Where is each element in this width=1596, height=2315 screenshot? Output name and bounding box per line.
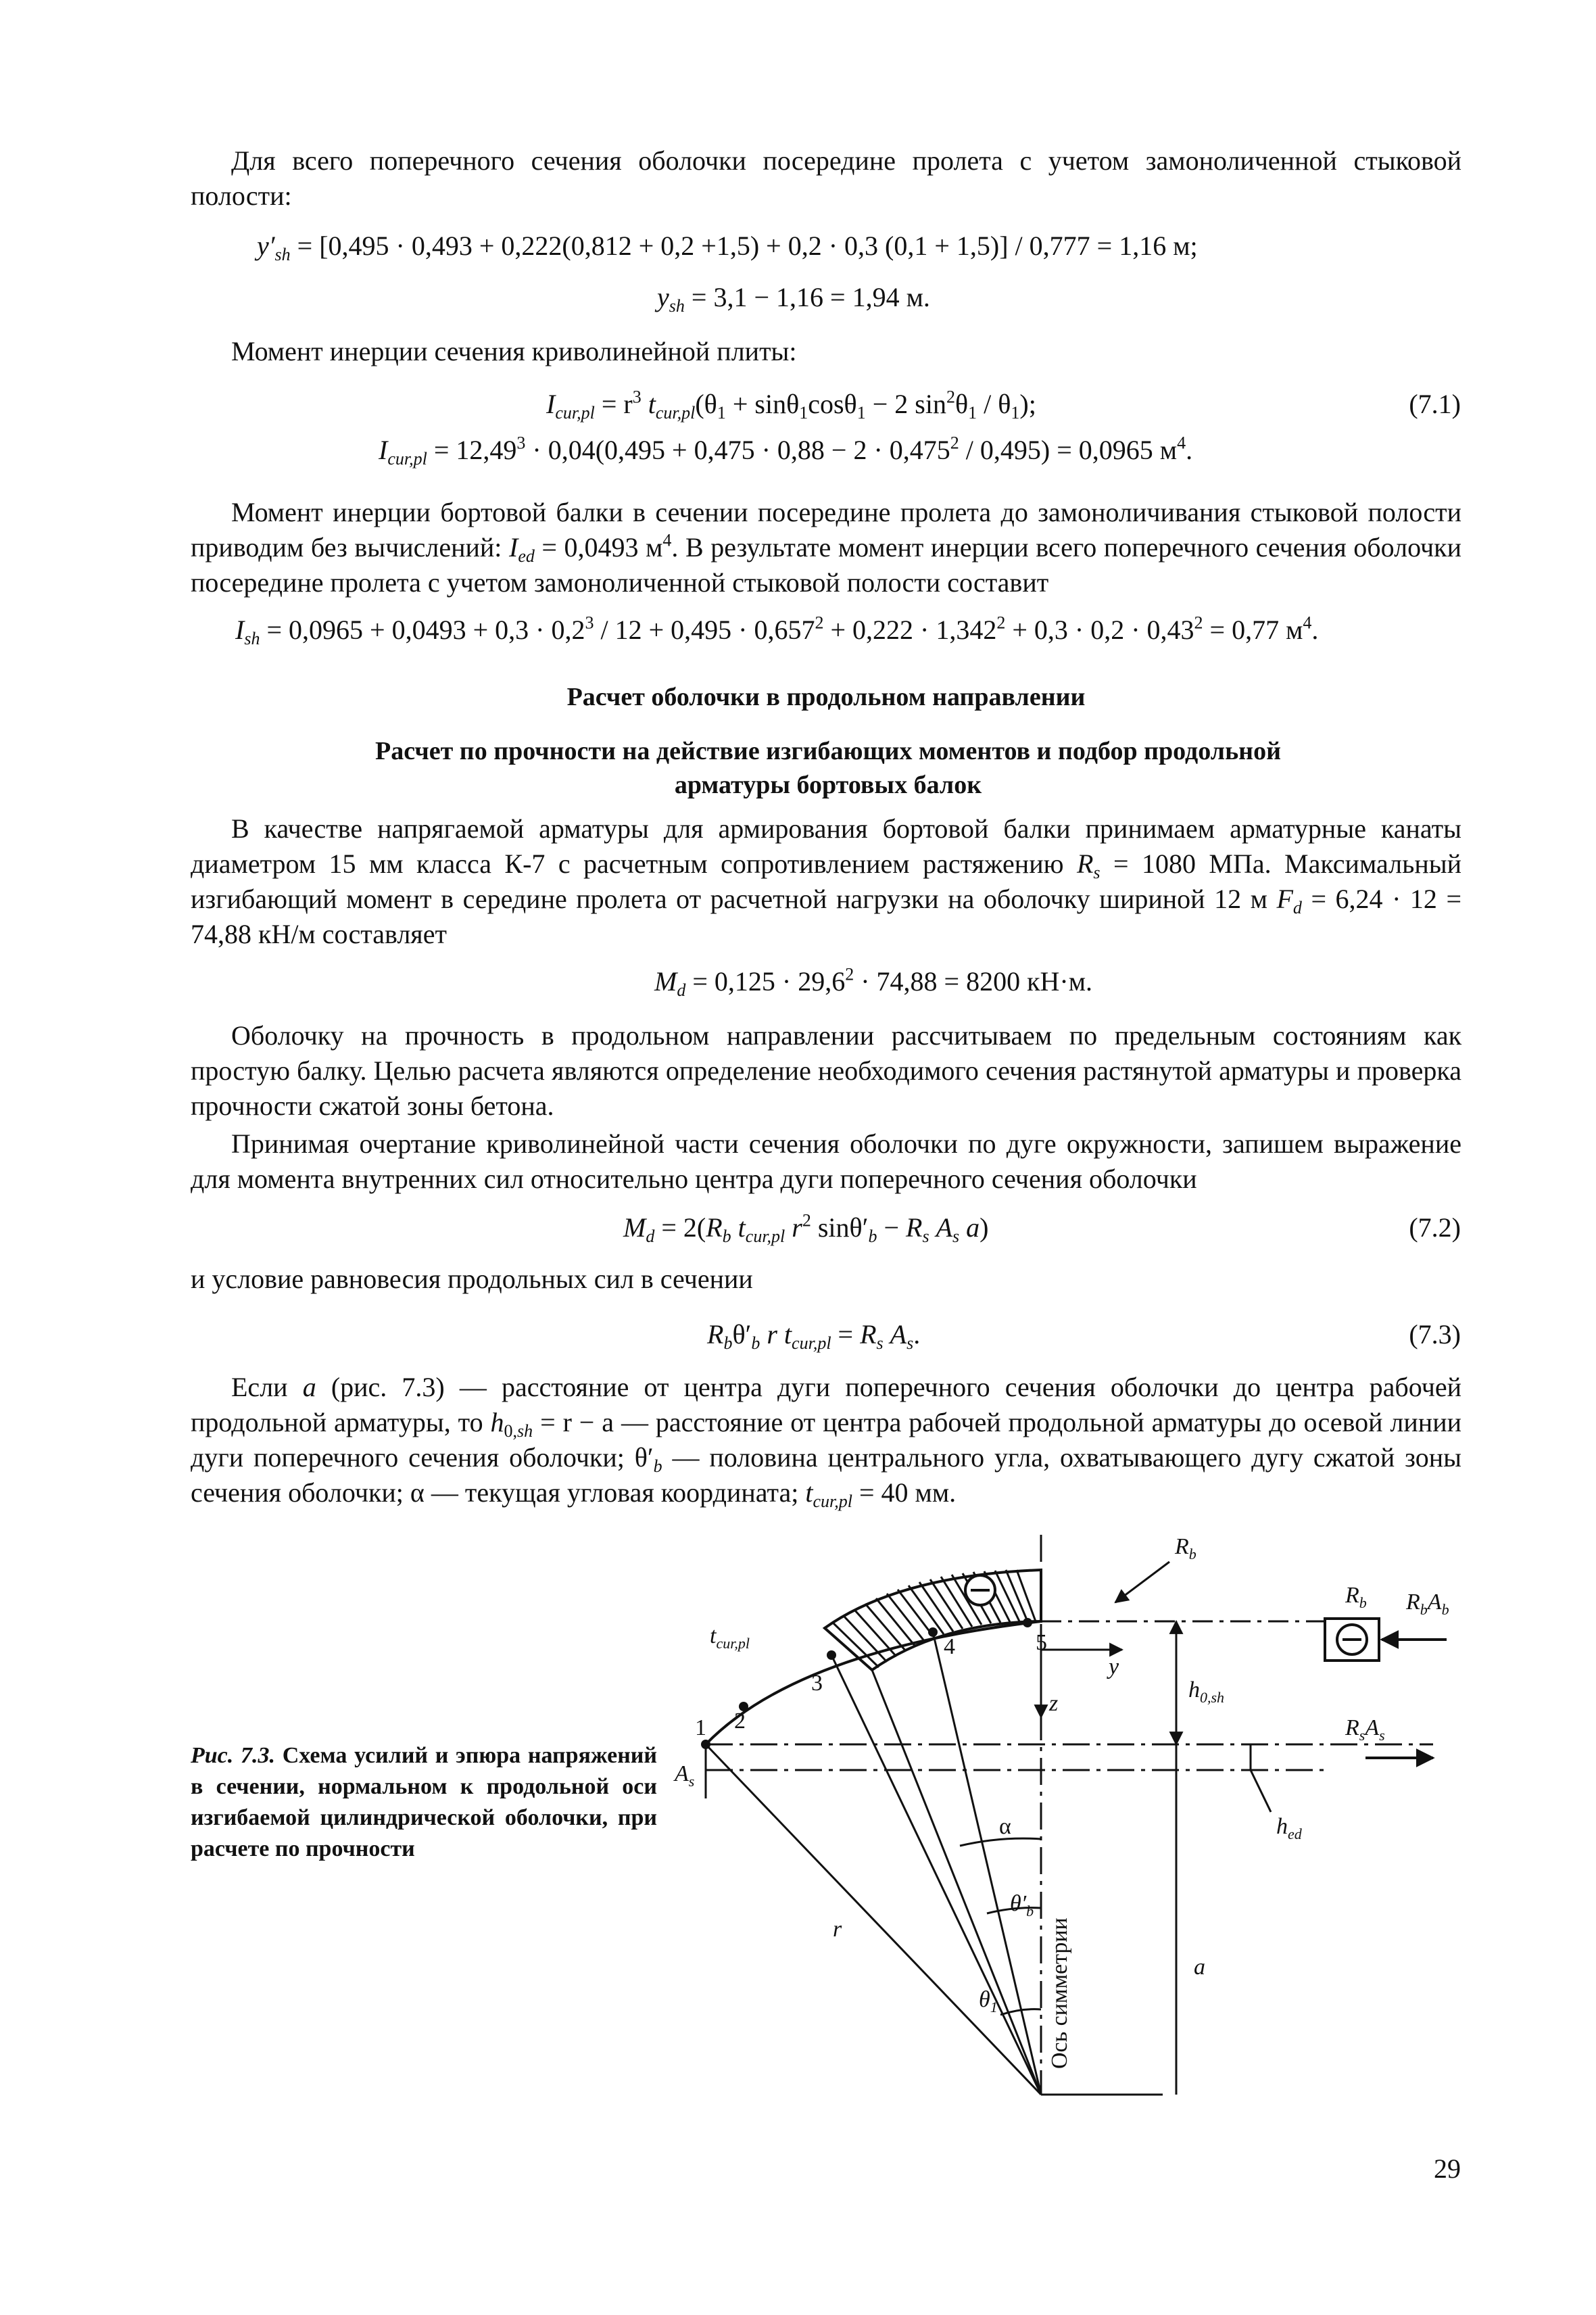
radius-lines (706, 1632, 1041, 2095)
equation-md-value: $M_d = 0,125 \cdot 29,6^2 \cdot 74,88 = 8200$ кН·м. (654, 964, 1093, 1000)
equation-7-3: $R_b\theta'_b$ r $t_{cur,pl} = R_s$ $A_s$. (707, 1319, 921, 1353)
label-rb-right: $R_b$ (1345, 1583, 1367, 1611)
paragraph-definitions: Если a (рис. 7.3) — расстояние от центра дуги поперечного сечения оболочки до центра рабочей продольной арматуры, то $h_{0,sh} = r - a$ — расстояние от центра рабочей продольной арматуры до осевой линии дуги поперечного сечения оболочки; $\theta'_b$ — половина центрального угла, охватывающего дугу сжатой зоны сечения оболочки; α — текущая угловая координата; $t_{cur,pl} = 40$ мм. (191, 1372, 1462, 1511)
label-symmetry-axis: Ось симметрии (1047, 1917, 1072, 2069)
label-theta-b: $\theta'_b$ (1010, 1891, 1034, 1919)
label-r: r (833, 1917, 842, 1942)
equation-7-1: $I_{cur,pl} = r^3$ $t_{cur,pl}(\theta_1 + \sin\theta_1\cos\theta_1 - 2$ $\sin^2\theta_1 / \theta_1$); (546, 387, 1036, 423)
label-rb-top: $R_b$ (1175, 1534, 1196, 1562)
section-heading: Расчет оболочки в продольном направлении (566, 683, 1086, 711)
point-label-1: 1 (695, 1715, 706, 1740)
figure-caption: Рис. 7.3. Схема усилий и эпюра напряжений в сечении, нормальном к продольной оси изгибаемой цилиндрической оболочки, при расчете по прочности (191, 1743, 657, 1861)
paragraph-equilibrium: и условие равновесия продольных сил в сечении (191, 1264, 753, 1294)
stress-diagram-hatched (825, 1570, 1041, 1670)
label-rsas: $R_sA_s$ (1345, 1715, 1385, 1744)
label-rbab: $R_bA_b$ (1406, 1590, 1449, 1618)
paragraph-side-beam: Момент инерции бортовой балки в сечении посередине пролета до замоноличивания стыковой полости приводим без вычислений: $I_{ed} = 0,0493$ $м^4$. В результате момент инерции всего поперечного сечения оболочки посередине пролета с учетом замоноличенной стыковой полости составит (191, 497, 1462, 598)
equation-i-cur-pl-value: $I_{cur,pl} = 12,49^3 \cdot 0,04(0,495 + 0,475 \cdot 0,88 - 2 \cdot 0,475^2 / 0,495) = 0,0965$ $м^4$. (379, 433, 1193, 469)
paragraph-text: Для всего поперечного сечения оболочки посередине пролета с учетом замоноличенной стыковой полости: (191, 145, 1461, 211)
page-number: 29 (1434, 2153, 1461, 2184)
side-beam-element (1325, 1619, 1379, 1661)
label-hed: $h_{ed}$ (1276, 1814, 1302, 1842)
shell-arc (706, 1621, 1041, 1744)
equation-number-7-2: (7.2) (1409, 1212, 1461, 1243)
equation-number-7-3: (7.3) (1409, 1319, 1461, 1350)
alpha-arc (960, 1838, 1041, 1846)
equation-i-sh: $I_{sh} = 0,0965 + 0,0493 + 0,3 \cdot 0,2^3 / 12 + 0,495 \cdot 0,657^2 + 0,222 \cdot 1,342^2 + 0,3 \cdot 0,2 \cdot 0,43^2 = 0,77$ $м^4$. (235, 613, 1319, 648)
label-y: y (1109, 1654, 1119, 1679)
equation-y-prime-sh: $y'_{sh} = [0,495 \cdot 0,493 + 0,222(0,812 + 0,2 +1,5) + 0,2 \cdot 0,3$ (0,1 + 1,5)] / 0,777 = 1,16 м; (257, 231, 1198, 264)
label-h0sh: $h_{0,sh}$ (1188, 1677, 1225, 1706)
rb-leader-arrow (1115, 1562, 1169, 1602)
equation-number-7-1: (7.1) (1409, 389, 1461, 419)
paragraph-strength: Оболочку на прочность в продольном направлении рассчитываем по предельным состояниям как простую балку. Целью расчета являются определение необходимого сечения растянутой арматуры и проверка прочности сжатой зоны бетона. (191, 1020, 1461, 1121)
subsection-heading: Расчет по прочности на действие изгибающих моментов и подбор продольной арматуры бортовых балок (375, 737, 1281, 799)
point-label-3: 3 (811, 1671, 823, 1696)
label-t-cur: $t_{cur,pl}$ (710, 1623, 750, 1652)
point-label-4: 4 (944, 1634, 955, 1659)
point-label-5: 5 (1036, 1630, 1047, 1655)
equation-y-sh: $y_{sh} = 3,1 - 1,16 = 1,94$ м. (657, 282, 930, 316)
label-alpha: α (999, 1814, 1011, 1839)
label-z: z (1049, 1691, 1059, 1716)
point-label-2: 2 (734, 1709, 746, 1734)
paragraph-text: Момент инерции сечения криволинейной плиты: (231, 336, 797, 366)
paragraph-prestressed-reinforcement: В качестве напрягаемой арматуры для армирования бортовой балки принимаем арматурные канаты диаметром 15 мм класса К-7 с расчетным сопротивлением растяжению $R_s = 1080$ МПа. Максимальный изгибающий момент в середине пролета от расчетной нагрузки на оболочку шириной 12 м $F_d = 6,24 \cdot 12 = 74,88$ кН/м составляет (191, 813, 1462, 949)
label-as: $A_s$ (675, 1761, 695, 1790)
equation-7-2: $M_d = 2(R_b$ $t_{cur,pl}$ $r^2$ $\sin\theta'_b - R_s$ $A_s$ a) (623, 1210, 989, 1246)
label-theta1: $\theta_1$ (979, 1987, 998, 2015)
paragraph-arc-outline: Принимая очертание криволинейной части сечения оболочки по дуге окружности, запишем выражение для момента внутренних сил относительно центра дуги поперечного сечения оболочки (191, 1128, 1461, 1194)
label-a: a (1194, 1955, 1205, 1980)
hed-leader (1251, 1770, 1271, 1812)
